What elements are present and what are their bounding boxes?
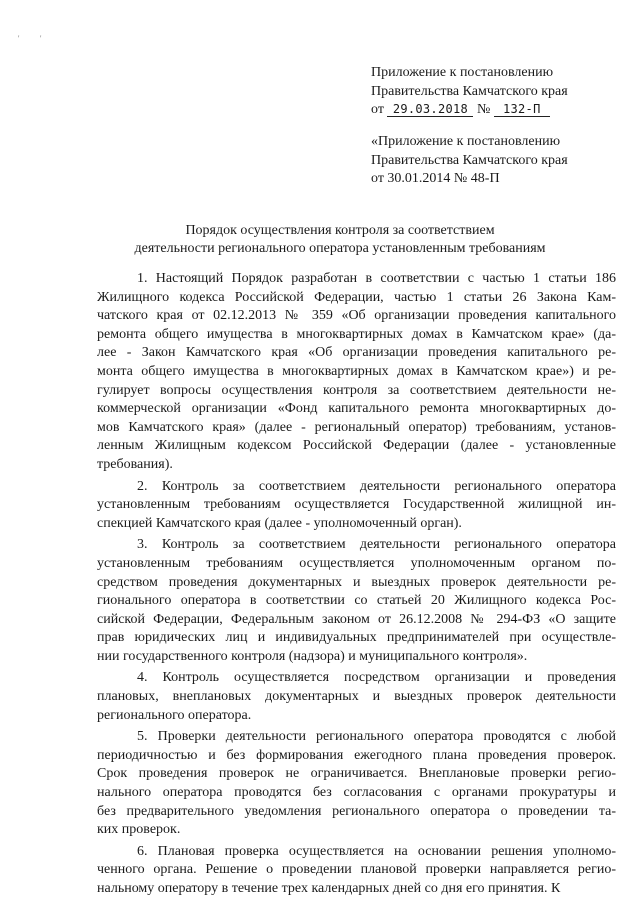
scan-mark: ' <box>18 34 20 43</box>
paragraph-line: ких проверок. <box>97 822 181 838</box>
paragraph-line: требования). <box>97 456 173 472</box>
paragraph-line: установленным требованиям осуществляется уполномоченным органом по- <box>97 555 616 571</box>
paragraph-line: ремонта общего имущества в многоквартирных домах в Камчатском крае» (да- <box>97 326 616 342</box>
paragraph-line: 6. Плановая проверка осуществляется на основании решения уполномо- <box>137 843 616 859</box>
paragraph-line: ченного органа. Решение о проведении плановой проверки направляется регио- <box>97 862 616 878</box>
paragraph-line: гулирует вопросы осуществления контроля за соответствием деятельности не- <box>97 382 616 398</box>
paragraph <box>97 728 616 840</box>
handwritten-number: 132-П <box>494 102 550 117</box>
paragraph <box>97 843 616 899</box>
document-body <box>97 270 616 902</box>
title-line: Порядок осуществления контроля за соответствием <box>185 223 495 238</box>
paragraph <box>97 270 616 475</box>
appendix-header-line: Приложение к постановлению <box>371 65 554 80</box>
paragraph-line: гионального оператора в соответствии со статьей 20 Жилищного кодекса Рос- <box>97 593 616 609</box>
original-header-line: от 30.01.2014 № 48-П <box>371 171 500 186</box>
paragraph-line: 5. Проверки деятельности регионального оператора проводятся с любой <box>137 729 616 745</box>
document-title <box>60 222 620 258</box>
paragraph-line: без предварительного уведомления регионального оператора о проведении та- <box>97 803 616 819</box>
paragraph-line: периодичностью и без формирования ежегодного плана проведения проверок. <box>97 747 616 763</box>
paragraph-line: 3. Контроль за соответствием деятельности регионального оператора <box>137 537 616 553</box>
handwritten-date: 29.03.2018 <box>387 102 473 117</box>
paragraph-line: мов Камчатского края» (далее - региональный оператор) требованиям, установ- <box>97 419 616 435</box>
paragraph-line: ленным Жилищным кодексом Российской Федерации (далее - установленные <box>97 438 616 454</box>
paragraph-line: лее - Закон Камчатского края «Об организации проведения капитального ре- <box>97 345 616 361</box>
paragraph-line: регионального оператора. <box>97 707 252 723</box>
paragraph-line: установленным требованиям осуществляется Государственной жилищной ин- <box>97 497 616 513</box>
paragraph-line: нии государственного контроля (надзора) и муниципального контроля». <box>97 648 528 664</box>
paragraph-line: 1. Настоящий Порядок разработан в соответствии с частью 1 статьи 186 <box>137 271 616 286</box>
paragraph-line: 4. Контроль осуществляется посредством организации и проведения <box>137 670 616 686</box>
original-header-line: «Приложение к постановлению <box>371 134 561 149</box>
date-prefix: от <box>371 102 384 117</box>
appendix-date-line <box>371 101 611 120</box>
title-line: деятельности регионального оператора установленным требованиям <box>134 241 546 256</box>
scan-mark: ' <box>40 34 42 43</box>
paragraph-line: 2. Контроль за соответствием деятельности регионального оператора <box>137 478 616 494</box>
original-appendix-header <box>371 133 611 189</box>
number-sign: № <box>476 102 491 117</box>
original-header-line: Правительства Камчатского края <box>371 152 568 168</box>
paragraph-line: коммерческой организации «Фонд капитального ремонта многоквартирных до- <box>97 401 616 417</box>
paragraph <box>97 669 616 725</box>
paragraph-line: сийской Федерации, Федеральным законом от 26.12.2008 № 294-ФЗ «О защите <box>97 611 616 627</box>
paragraph-line: Жилищного кодекса Российской Федерации, частью 1 статьи 26 Закона Кам- <box>97 289 616 305</box>
paragraph-line: нальному оператору в течение трех календарных дней со дня его принятия. К <box>97 881 561 896</box>
appendix-header <box>371 64 611 120</box>
paragraph-line: спекцией Камчатского края (далее - уполномоченный орган). <box>97 515 462 531</box>
paragraph-line: плановых, внеплановых документарных и выездных проверок деятельности <box>97 689 616 705</box>
paragraph <box>97 536 616 666</box>
paragraph-line: прав юридических лиц и индивидуальных предпринимателей при осуществле- <box>97 630 616 646</box>
paragraph-line: чатского края от 02.12.2013 № 359 «Об организации проведения капитального <box>97 308 616 324</box>
paragraph-line: средством проведения документарных и выездных проверок деятельности ре- <box>97 574 616 590</box>
paragraph-line: Срок проведения проверок не ограничивается. Внеплановые проверки регио- <box>97 766 616 782</box>
appendix-header-line: Правительства Камчатского края <box>371 83 568 99</box>
paragraph <box>97 478 616 534</box>
paragraph-line: нального оператора проводятся без согласования с органами прокуратуры и <box>97 785 616 801</box>
paragraph-line: монта общего имущества в многоквартирных домах в Камчатском крае») и ре- <box>97 363 616 379</box>
